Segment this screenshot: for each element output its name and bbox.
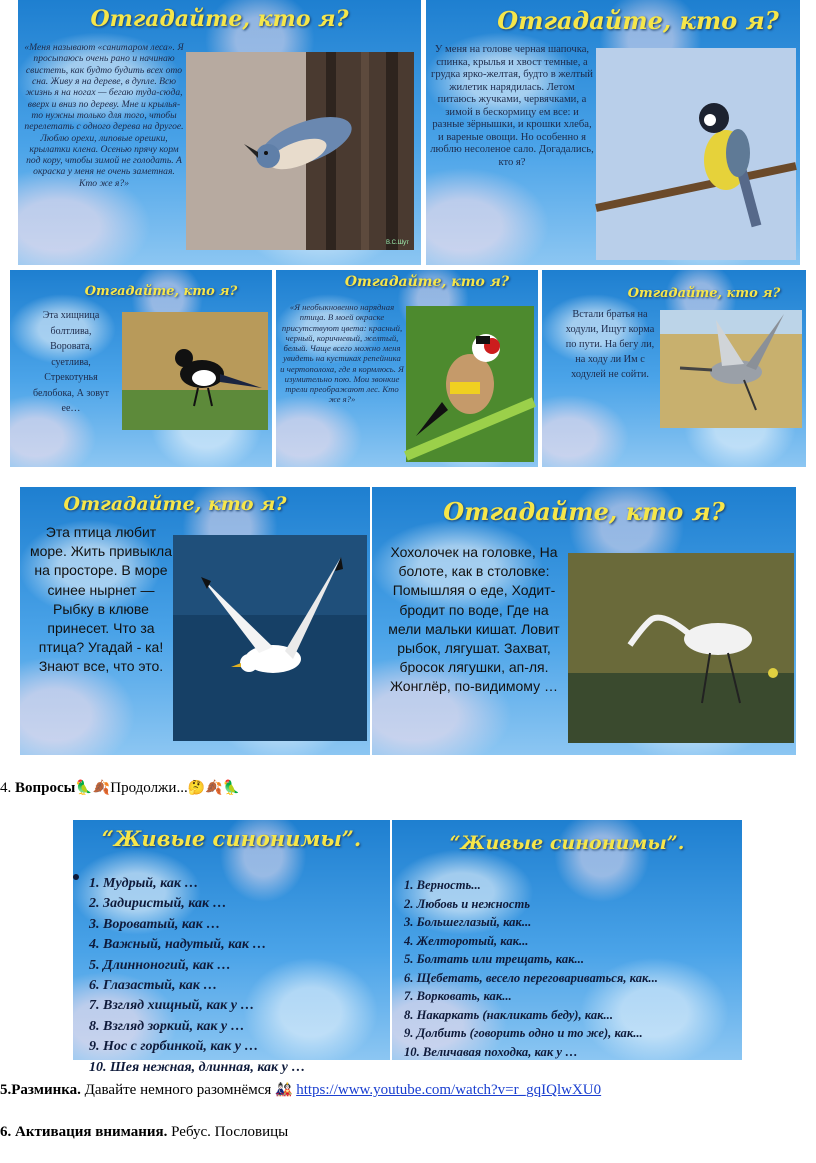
section-4-line: [0, 780, 240, 797]
list-item: 1. Мудрый, как …: [89, 876, 199, 891]
list-item: 9. Нос с горбинкой, как у …: [89, 1039, 259, 1055]
section-number: 4.: [0, 780, 12, 796]
list-item: 3. Большеглазый, как...: [404, 915, 532, 929]
list-item: 4. Важный, надутый, как …: [89, 937, 267, 953]
list-item: 10. Шея нежная, длинная, как у …: [89, 1059, 306, 1075]
list-item: 6. Глазастый, как …: [89, 978, 218, 994]
list-item: 7. Ворковать, как...: [404, 989, 512, 1003]
list-item: 1. Верность...: [404, 878, 481, 892]
nuthatch-photo: [186, 52, 414, 250]
riddle-slide-crane: [542, 270, 806, 467]
gull-photo: [173, 535, 367, 741]
thinking-leaf-parrot-icon: 🤔🍂🦜: [187, 780, 240, 796]
slide-title: Отгадайте, кто я?: [90, 6, 349, 32]
tit-photo: [596, 48, 796, 260]
crane-photo: [660, 310, 802, 428]
list-item: 6. Щебетать, весело переговариваться, как...: [404, 970, 658, 985]
list-item: 4. Желторотый, как...: [404, 933, 529, 948]
list-item: 8. Накаркать (накликать беду), как...: [404, 1007, 613, 1022]
riddle-text: Встали братья на ходули, Ищут корма по пути. На бегу ли, на ходу ли Им с ходулей не сойти.: [565, 309, 655, 380]
section-heading: 5.Разминка.: [0, 1082, 81, 1098]
slide-title: Отгадайте, кто я?: [84, 284, 238, 299]
synonyms-slide-left: [73, 820, 390, 1075]
section-heading: Вопросы: [15, 780, 76, 796]
magpie-photo: [122, 312, 268, 430]
photo-caption: В.С.Шут: [386, 240, 409, 246]
slide-title: Отгадайте, кто я?: [443, 497, 725, 526]
bullet: [73, 874, 79, 880]
riddle-slide-heron: [372, 487, 796, 755]
list-item: 2. Любовь и нежность: [404, 896, 531, 911]
list-item: 7. Взгляд хищный, как у …: [89, 998, 255, 1014]
riddle-text: «Я необыкновенно нарядная птица. В моей окраске присутствуют цвета: красный, черный, коричневый, желтый, белый. Чаще всего можно меня увидеть на кустиках репейника и чертополоха, где я кормлюсь. Я изумительно пою. Мои звонкие трели преображают лес. Кто же я?»: [280, 302, 404, 405]
synonyms-list-right: [404, 876, 658, 1061]
parrot-leaf-icon: 🦜🍂: [75, 780, 111, 796]
list-item: 2. Задиристый, как …: [89, 896, 227, 912]
synonyms-list-left: [89, 874, 305, 1078]
riddle-text: Эта птица любит море. Жить привыкла на просторе. В море синее нырнет — Рыбку в клюве принесет. Что за птица? Угадай - ка! Знают все, что это.: [29, 524, 173, 675]
dolls-icon: 🎎: [275, 1082, 293, 1098]
slide-title: Отгадайте, кто я?: [344, 274, 510, 290]
synonyms-slide-right: [392, 820, 742, 1060]
synonyms-title: “Живые синонимы”.: [101, 826, 362, 851]
slide-title: Отгадайте, кто я?: [627, 286, 781, 301]
section-heading: 6. Активация внимания.: [0, 1124, 168, 1140]
list-item: 3. Вороватый, как …: [89, 916, 221, 932]
slide-title: Отгадайте, кто я?: [63, 493, 287, 515]
section-text: Давайте немного разомнёмся: [84, 1082, 272, 1098]
list-item: 9. Долбить (говорить одно и то же), как...: [404, 1026, 643, 1040]
list-item: 5. Болтать или трещать, как...: [404, 952, 584, 966]
youtube-link[interactable]: https://www.youtube.com/watch?v=r_gqIQlwXU0: [296, 1082, 602, 1098]
riddle-text: У меня на голове черная шапочка, спинка, крылья и хвост темные, а грудка ярко-желтая, будто в желтый жилетик нарядилась. Летом питаюсь жучками, червячками, а зимой в бескормицу ем все: и разные зёрнышки, и крошки хлеба, и вареные овощи. Но особенно я люблю несоленое сало. Догадались, кто я?: [430, 44, 594, 168]
riddle-text: Хохолочек на головке, На болоте, как в столовке: Помышляя о еде, Ходит-бродит по воде, Где на мели мальки кишат. Ловит рыбок, лягушат. Захват, бросок лягушки, ап-ля. Жонглёр, по-видимому …: [388, 544, 560, 695]
riddle-slide-nuthatch: [18, 0, 421, 265]
riddle-text: Эта хищница болтлива, Воровата, суетлива, Стрекотунья белобока, А зовут ее…: [33, 310, 109, 414]
riddle-slide-gull: [20, 487, 370, 755]
riddle-text: «Меня называют «санитаром леса». Я просыпаюсь очень рано и начинаю свистеть, как будто будить всех ото сна. Живу я на дереве, в дупле. Всю жизнь я на ногах — бегаю туда-сюда, вверх и вниз по дереву. Мне и крылья-то нужны только для того, чтобы перелетать с одного дерева на другое. Люблю орехи, липовые орешки, крылатки клена. Осенью прячу корм под кору, чтобы зимой не голодать. А окраска у меня не очень заметная. Кто же я?»: [24, 42, 184, 189]
section-6-line: [0, 1124, 288, 1141]
riddle-slide-tit: [426, 0, 800, 265]
heron-photo: [568, 553, 794, 743]
section-5-line: [0, 1082, 601, 1099]
goldfinch-photo: [406, 306, 534, 462]
list-item: 10. Величавая походка, как у …: [404, 1044, 578, 1059]
list-item: 5. Длинноногий, как …: [89, 957, 231, 973]
riddle-slide-magpie: [10, 270, 272, 467]
synonyms-title: “Живые синонимы”.: [449, 832, 685, 854]
section-text: Продолжи...: [110, 780, 188, 796]
slide-title: Отгадайте, кто я?: [497, 6, 779, 35]
list-item: 8. Взгляд зоркий, как у …: [89, 1018, 245, 1034]
section-text: Ребус. Пословицы: [171, 1124, 289, 1140]
riddle-slide-goldfinch: [276, 270, 538, 467]
